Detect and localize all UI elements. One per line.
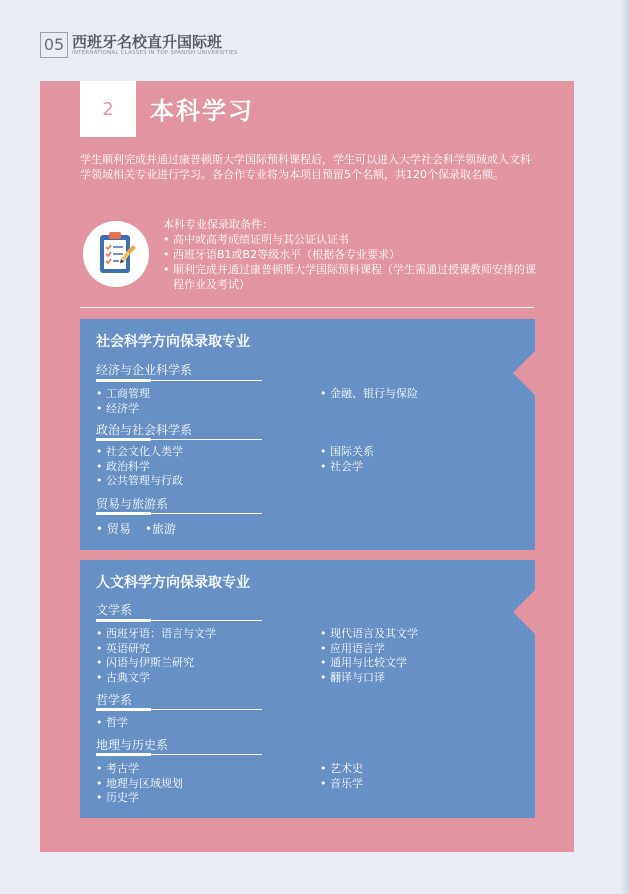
- section-number-badge: 2: [80, 81, 136, 137]
- major-item: • 贸易: [96, 522, 131, 536]
- major-list: [320, 762, 363, 791]
- conditions-title: 本科专业保录取条件：: [163, 218, 273, 231]
- major-item: • 社会学: [320, 459, 363, 473]
- admission-conditions: [163, 217, 543, 292]
- page-edge-shadow: [619, 0, 629, 894]
- major-item: • 公共管理与行政: [96, 474, 183, 487]
- major-list: [320, 627, 418, 685]
- major-list: [96, 762, 183, 806]
- dept-underline: [96, 709, 262, 710]
- major-item: • 社会文化人类学: [96, 445, 183, 458]
- condition-item: • 顺利完成并通过康普顿斯大学国际预科课程（学生需通过授课教师安排的课程作业及考试）: [163, 263, 536, 291]
- box-notch: [513, 351, 535, 395]
- box-title: 人文科学方向保录取专业: [96, 575, 250, 591]
- box-notch: [513, 590, 535, 634]
- major-item: • 通用与比较文学: [320, 656, 407, 669]
- dept-title: 文学系: [96, 603, 133, 617]
- major-list: [320, 387, 418, 402]
- major-item: • 应用语言学: [320, 641, 385, 655]
- major-item: • 国际关系: [320, 445, 374, 458]
- dept-title: 哲学系: [96, 693, 133, 707]
- major-list: [320, 445, 374, 474]
- major-item: • 闪语与伊斯兰研究: [96, 656, 194, 669]
- header-title: 西班牙名校直升国际班: [72, 33, 223, 51]
- major-item: • 政治科学: [96, 459, 150, 473]
- dept-underline: [96, 439, 262, 440]
- condition-item: • 高中或高考成绩证明与其公证认证书: [163, 233, 349, 246]
- section-title: 本科学习: [150, 97, 254, 125]
- dept-underline: [96, 380, 262, 381]
- page-number: 05: [40, 32, 68, 58]
- dept-underline: [96, 513, 262, 514]
- dept-title: 地理与历史系: [96, 738, 169, 752]
- major-item: • 哲学: [96, 716, 128, 729]
- social-sciences-box: [80, 319, 535, 550]
- major-item: • 历史学: [96, 791, 139, 804]
- major-item: • 翻译与口译: [320, 670, 385, 684]
- section-divider: [80, 307, 534, 308]
- major-item: • 英语研究: [96, 641, 150, 655]
- section-intro: 学生顺利完成并通过康普顿斯大学国际预科课程后，学生可以进入大学社会科学领域或人文科学领域相关专业进行学习。各合作专业将为本项目预留5个名额，共120个保录取名额。: [80, 153, 531, 181]
- major-item: • 考古学: [96, 762, 139, 775]
- major-item: • 金融、银行与保险: [320, 387, 418, 400]
- major-item: • 现代语言及其文学: [320, 627, 418, 640]
- dept-underline: [96, 620, 262, 621]
- major-list: [96, 520, 190, 537]
- major-list: [96, 445, 183, 489]
- major-item: • 音乐学: [320, 776, 363, 790]
- clipboard-checklist-icon: [83, 221, 149, 287]
- dept-title: 贸易与旅游系: [96, 497, 169, 511]
- header-subtitle: INTERNATIONAL CLASSES IN TOP SPANISH UNIVERSITIES: [72, 50, 238, 56]
- major-list: [96, 387, 150, 416]
- major-item: • 西班牙语：语言与文学: [96, 627, 216, 640]
- dept-title: 经济与企业科学系: [96, 363, 193, 377]
- humanities-box: [80, 560, 535, 818]
- major-list: [96, 716, 128, 731]
- box-title: 社会科学方向保录取专业: [96, 334, 250, 350]
- section-panel: [40, 81, 574, 852]
- major-list: [96, 627, 216, 685]
- condition-item: • 西班牙语B1或B2等级水平（根据各专业要求）: [163, 248, 401, 261]
- dept-title: 政治与社会科学系: [96, 423, 193, 437]
- major-item: • 经济学: [96, 401, 139, 415]
- dept-underline: [96, 754, 262, 755]
- major-item: • 工商管理: [96, 387, 150, 400]
- major-item: • 艺术史: [320, 762, 363, 775]
- major-item: • 地理与区域规划: [96, 776, 183, 790]
- major-item: • 古典文学: [96, 670, 150, 684]
- major-item: •旅游: [144, 522, 176, 536]
